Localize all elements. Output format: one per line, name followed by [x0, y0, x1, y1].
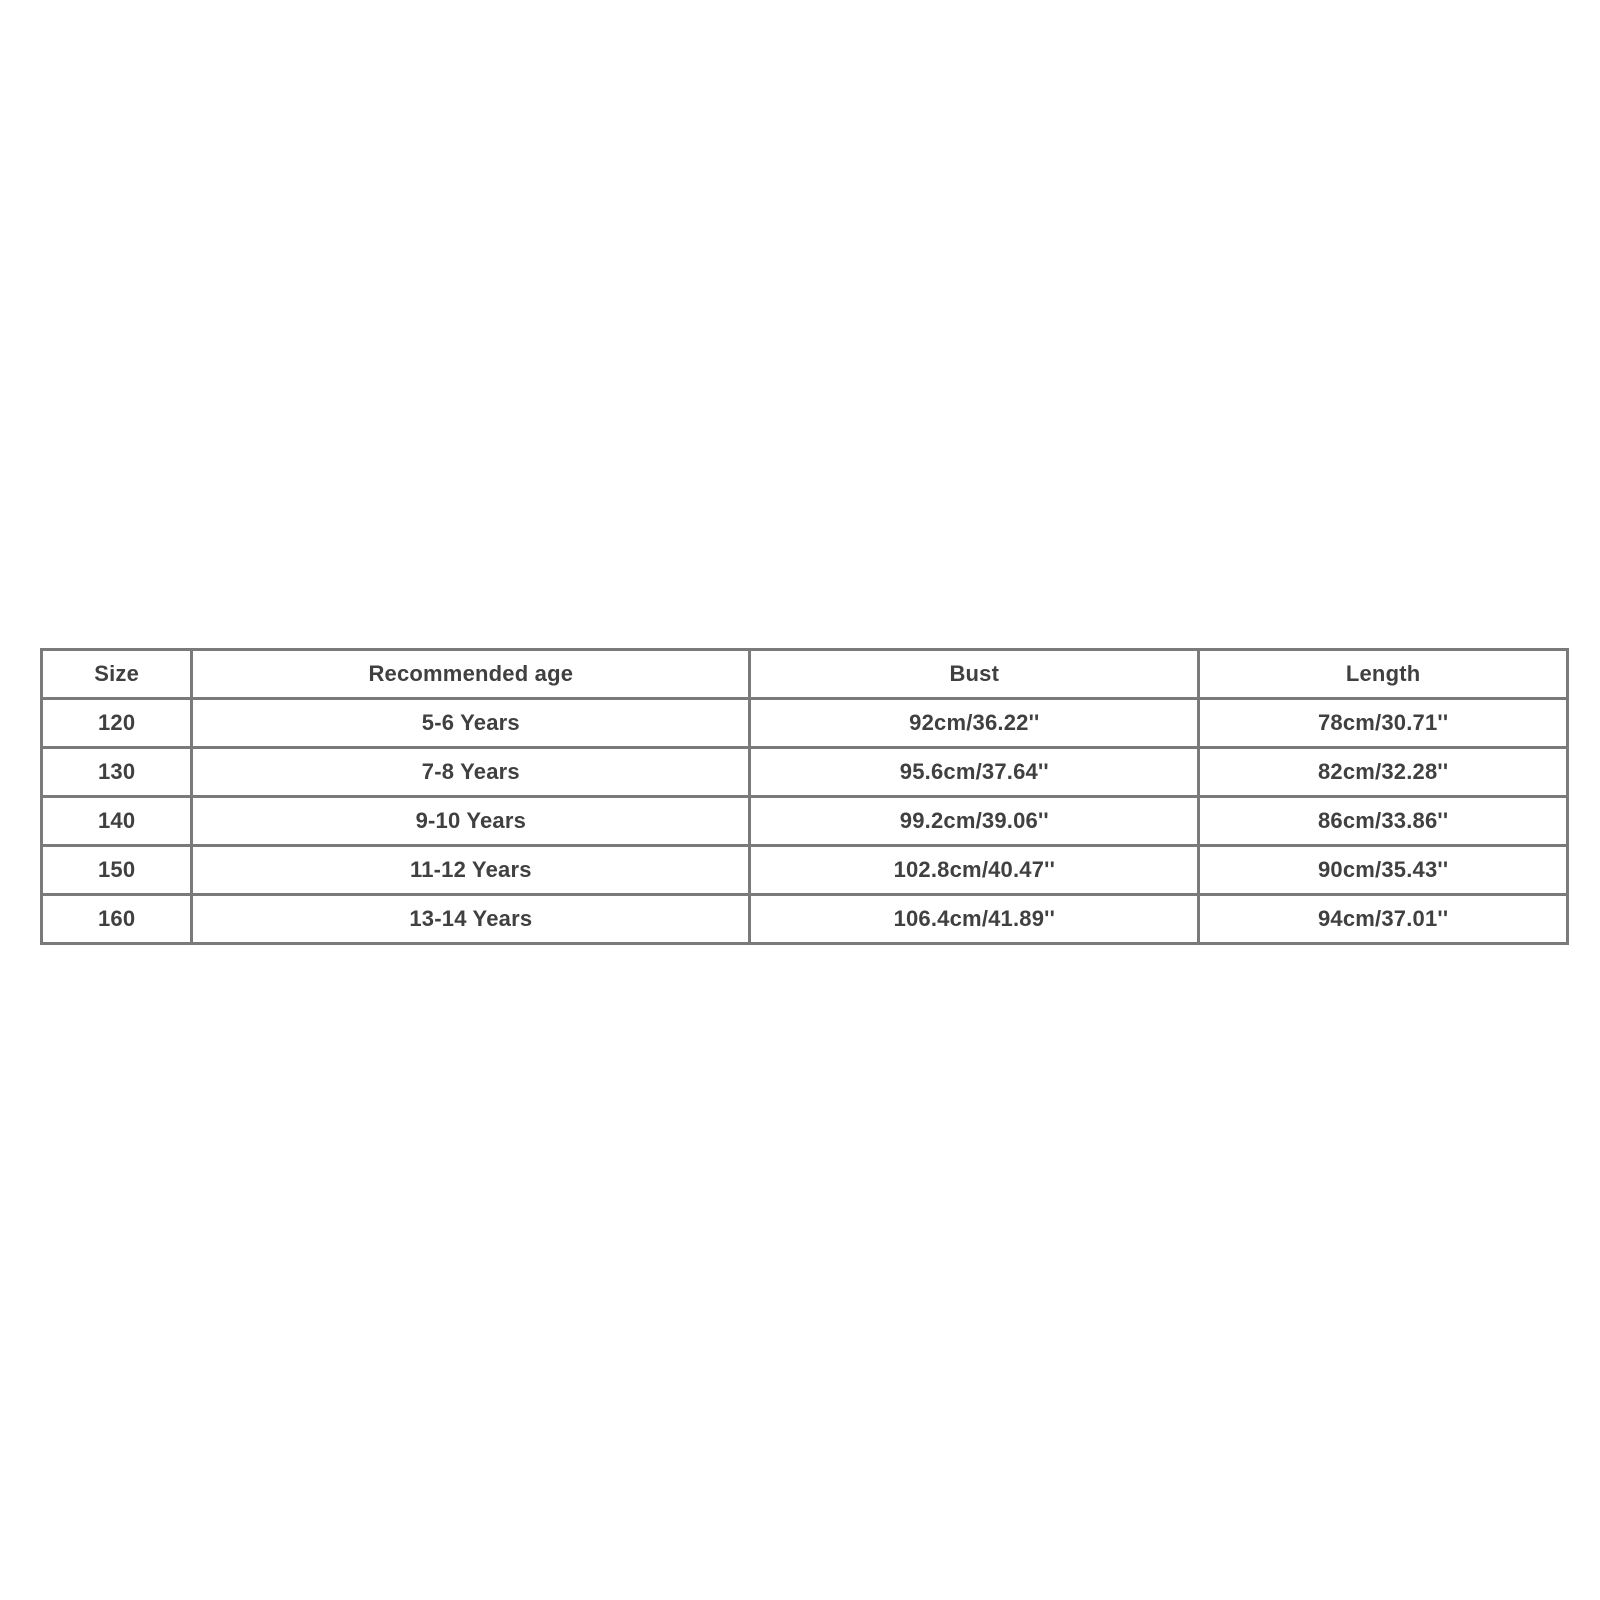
- cell-bust: 106.4cm/41.89'': [750, 895, 1199, 944]
- cell-recommended-age: 11-12 Years: [192, 846, 750, 895]
- table-row: [42, 748, 1568, 797]
- table-row: [42, 895, 1568, 944]
- cell-recommended-age: 7-8 Years: [192, 748, 750, 797]
- column-header-bust: Bust: [750, 650, 1199, 699]
- cell-size: 130: [42, 748, 192, 797]
- table-header-row: [42, 650, 1568, 699]
- cell-bust: 99.2cm/39.06'': [750, 797, 1199, 846]
- table-row: [42, 846, 1568, 895]
- table-row: [42, 699, 1568, 748]
- cell-size: 140: [42, 797, 192, 846]
- cell-recommended-age: 5-6 Years: [192, 699, 750, 748]
- cell-bust: 102.8cm/40.47'': [750, 846, 1199, 895]
- cell-length: 90cm/35.43'': [1199, 846, 1568, 895]
- cell-bust: 95.6cm/37.64'': [750, 748, 1199, 797]
- table-row: [42, 797, 1568, 846]
- cell-length: 86cm/33.86'': [1199, 797, 1568, 846]
- cell-recommended-age: 13-14 Years: [192, 895, 750, 944]
- cell-length: 78cm/30.71'': [1199, 699, 1568, 748]
- cell-recommended-age: 9-10 Years: [192, 797, 750, 846]
- cell-bust: 92cm/36.22'': [750, 699, 1199, 748]
- cell-length: 82cm/32.28'': [1199, 748, 1568, 797]
- size-chart-table: [40, 648, 1569, 945]
- column-header-recommended-age: Recommended age: [192, 650, 750, 699]
- cell-length: 94cm/37.01'': [1199, 895, 1568, 944]
- column-header-size: Size: [42, 650, 192, 699]
- cell-size: 160: [42, 895, 192, 944]
- column-header-length: Length: [1199, 650, 1568, 699]
- cell-size: 120: [42, 699, 192, 748]
- cell-size: 150: [42, 846, 192, 895]
